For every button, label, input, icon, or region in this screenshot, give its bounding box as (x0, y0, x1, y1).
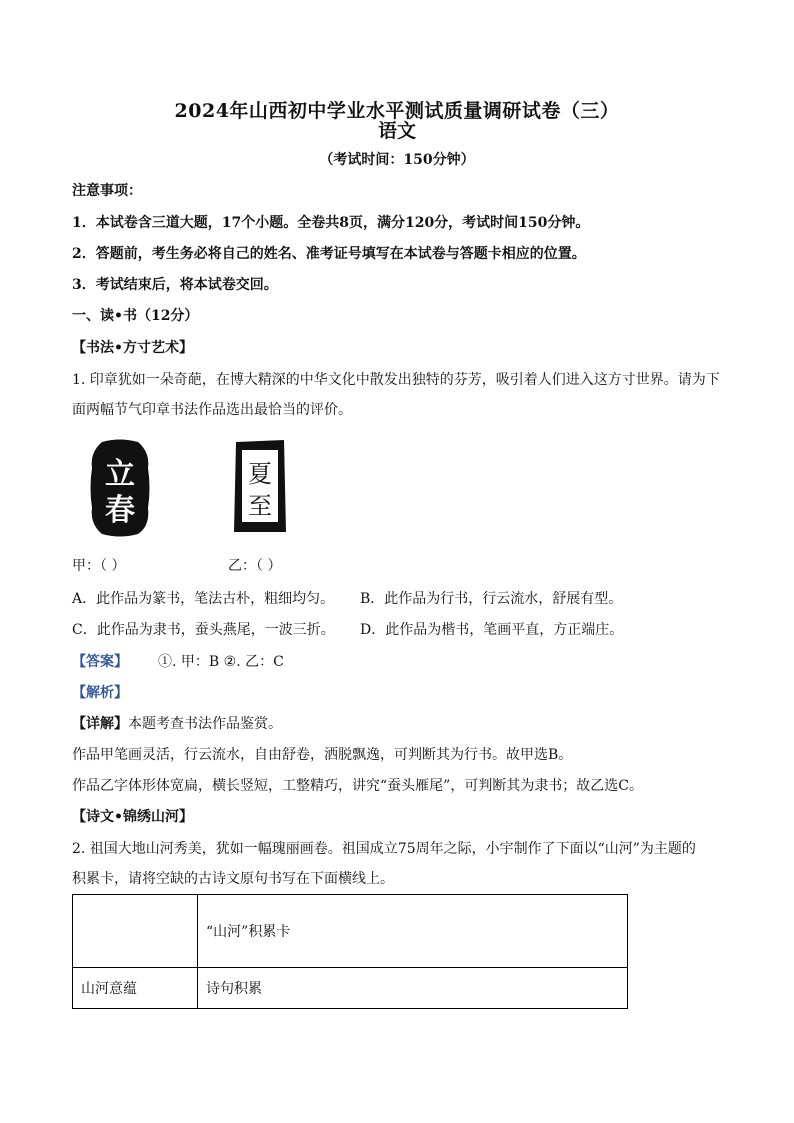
option-a: A．此作品为篆书，笔法古朴，粗细均匀。 (72, 591, 335, 607)
notice-item-2: 2．答题前，考生务必将自己的姓名、准考证号填写在本试卷与答题卡相应的位置。 (72, 246, 586, 262)
seal-jia-image (88, 438, 152, 538)
svg-text:至: 至 (248, 492, 272, 520)
detail-label: 【详解】 (72, 716, 128, 732)
answer-label: 【答案】 (72, 654, 128, 670)
blank-yi: 乙：（ ） (228, 558, 282, 574)
notice-item-3: 3．考试结束后，将本试卷交回。 (72, 277, 278, 293)
table-cell-card-title: “山河”积累卡 (198, 895, 628, 968)
svg-text:夏: 夏 (248, 460, 272, 488)
detail-line (72, 713, 282, 733)
detail-text: 本题考查书法作品鉴赏。 (128, 716, 282, 732)
option-d: D．此作品为楷书，笔画平直，方正端庄。 (360, 622, 624, 638)
seal-yi-image (232, 438, 288, 534)
notice-item-1: 1．本试卷含三道大题，17个小题。全卷共8页，满分120分，考试时间150分钟。 (72, 215, 590, 231)
subject-title: 语文 (377, 120, 416, 142)
option-b: B．此作品为行书，行云流水，舒展有型。 (360, 591, 623, 607)
option-c: C．此作品为隶书，蚕头燕尾，一波三折。 (72, 622, 335, 638)
analysis-label: 【解析】 (72, 685, 128, 701)
table-cell (73, 895, 198, 968)
blank-jia: 甲：（ ） (72, 558, 126, 574)
subsection-poetry: 【诗文•锦绣山河】 (72, 809, 193, 825)
table-row (73, 968, 628, 1009)
table-row (73, 895, 628, 968)
question-2-line-2: 积累卡，请将空缺的古诗文原句书写在下面横线上。 (72, 871, 394, 887)
svg-text:立: 立 (105, 457, 135, 492)
table-cell-verses: 诗句积累 (198, 968, 628, 1009)
table-cell-meaning: 山河意蕴 (73, 968, 198, 1009)
question-1-line-1: 1. 印章犹如一朵奇葩，在博大精深的中华文化中散发出独特的芬芳，吸引着人们进入这方寸世界。请为下 (72, 372, 720, 388)
accumulation-card-table (72, 894, 628, 1009)
notice-heading: 注意事项： (72, 183, 142, 199)
question-1-line-2: 面两幅节气印章书法作品选出最恰当的评价。 (72, 402, 352, 418)
section-heading: 一、读•书（12分） (72, 308, 199, 324)
answer-text: ①. 甲：B ②. 乙：C (158, 654, 284, 670)
exam-time: （考试时间：150分钟） (319, 152, 475, 168)
subsection-calligraphy: 【书法•方寸艺术】 (72, 340, 193, 356)
svg-text:春: 春 (105, 493, 135, 528)
question-2-line-1: 2. 祖国大地山河秀美，犹如一幅瑰丽画卷。祖国成立75周年之际，小宇制作了下面以“山河”为主题的 (72, 841, 696, 857)
exam-title: 2024年山西初中学业水平测试质量调研试卷（三） (174, 100, 620, 122)
explanation-1: 作品甲笔画灵活，行云流水，自由舒卷，洒脱飘逸，可判断其为行书。故甲选B。 (72, 747, 573, 763)
explanation-2: 作品乙字体形体宽扁，横长竖短，工整精巧，讲究“蚕头雁尾”，可判断其为隶书；故乙选C。 (72, 778, 644, 794)
